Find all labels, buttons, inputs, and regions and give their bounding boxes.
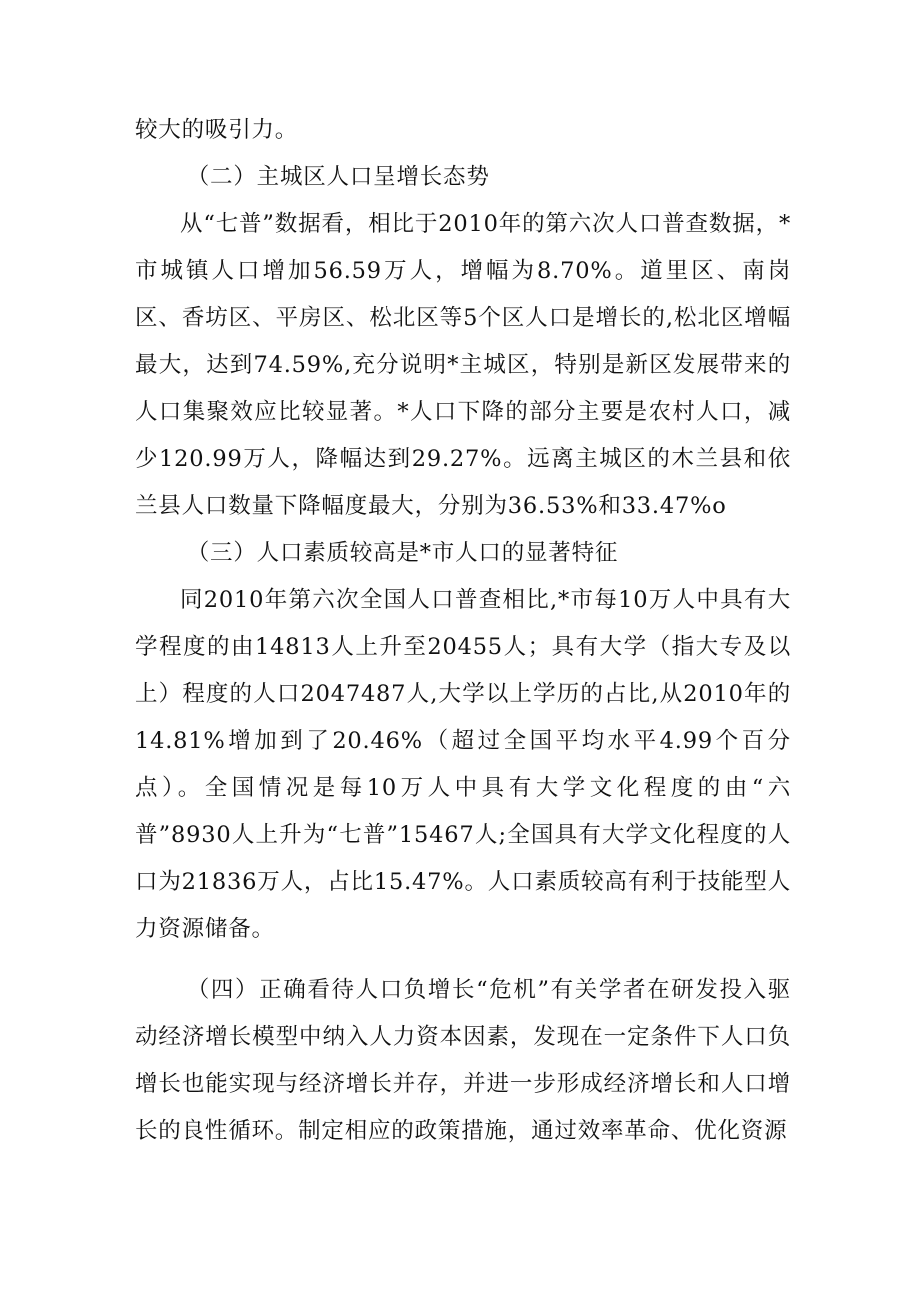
section-heading-3: （三）人口素质较高是*市人口的显著特征 <box>186 540 619 566</box>
document-body <box>135 107 791 1155</box>
section-heading-4: （四）正确看待人口负增长“危机”有关学者在研发投入驱动经济增长模型中纳入人力资本因素，发现在一定条件下人口负增长也能实现与经济增长并存，并进一步形成经济增长和人口增长的良性循环。制定相应的政策措施，通过效率革命、优化资源 <box>135 977 791 1144</box>
paragraph-population-quality: 同2010年第六次全国人口普查相比,*市每10万人中具有大学程度的由14813人上升至20455人；具有大学（指大专及以上）程度的人口2047487人,大学以上学历的占比,从2010年的14.81%增加到了20.46%（超过全国平均水平4.99个百分点）。全国情况是每10万人中具有大学文化程度的由“六普”8930人上升为“七普”15467人;全国具有大学文化程度的人口为21836万人，占比15.47%。人口素质较高有利于技能型人力资源储备。 <box>135 587 791 942</box>
paragraph-continuation: 较大的吸引力。 <box>135 117 299 143</box>
section-heading-2: （二）主城区人口呈增长态势 <box>186 164 490 190</box>
paragraph-main-city-population: 从“七普”数据看，相比于2010年的第六次人口普查数据，*市城镇人口增加56.59万人，增幅为8.70%。道里区、南岗区、香坊区、平房区、松北区等5个区人口是增长的,松北区增幅最大，达到74.59%,充分说明*主城区，特别是新区发展带来的人口集聚效应比较显著。*人口下降的部分主要是农村人口，减少120.99万人，降幅达到29.27%。远离主城区的木兰县和依兰县人口数量下降幅度最大，分别为36.53%和33.47%o <box>135 211 791 519</box>
